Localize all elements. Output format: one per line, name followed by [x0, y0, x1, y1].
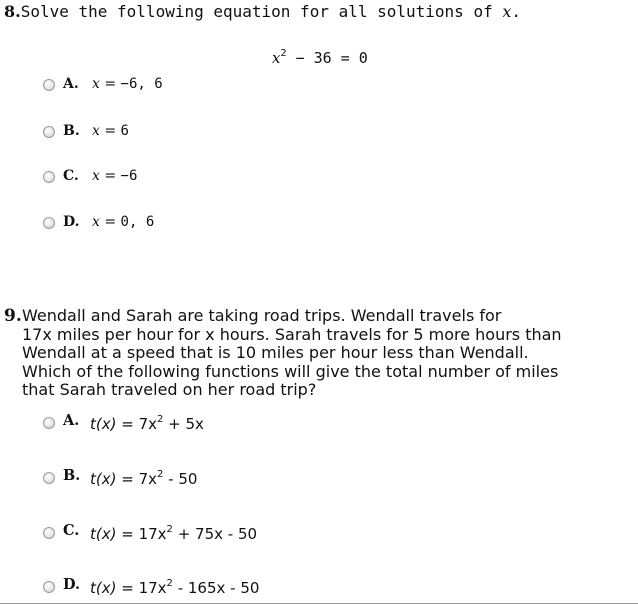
choice-d[interactable]: [0, 212, 600, 234]
question-number: 8.: [4, 2, 21, 21]
choice-letter: D.: [63, 214, 80, 230]
choice-letter: D.: [63, 576, 81, 593]
choice-b[interactable]: [0, 467, 600, 489]
choice-exponent: 2: [166, 578, 173, 589]
choice-value: −6, 6: [120, 76, 163, 92]
radio-button[interactable]: [43, 171, 55, 183]
prompt-line: Wendall and Sarah are taking road trips. Wendall travels for: [22, 306, 502, 325]
choice-text: [90, 578, 259, 597]
choice-letter: C.: [63, 168, 79, 184]
choice-expr-post: + 5x: [163, 415, 204, 433]
prompt-text: Solve the following equation for all solutions of: [20, 2, 493, 21]
choice-equals: =: [99, 123, 121, 139]
radio-button[interactable]: [43, 527, 55, 539]
choice-variable: x: [92, 168, 100, 184]
choice-expr-post: - 165x - 50: [172, 579, 260, 597]
choice-a[interactable]: [0, 74, 600, 96]
prompt-variable: x: [502, 2, 512, 21]
choice-b[interactable]: [0, 121, 600, 143]
equation-exponent: 2: [280, 48, 287, 59]
choice-value: 6: [120, 123, 129, 139]
choice-value: 0, 6: [120, 214, 155, 230]
choice-c[interactable]: [0, 522, 600, 544]
choice-c[interactable]: [0, 166, 600, 188]
choice-text: [92, 168, 137, 184]
function-name: t(x): [90, 470, 117, 488]
equation: [272, 48, 368, 67]
equation-rest: − 36 = 0: [286, 49, 368, 67]
radio-button[interactable]: [43, 217, 55, 229]
choice-expr-pre: = 17x: [116, 579, 167, 597]
choice-variable: x: [92, 76, 100, 92]
equation-variable: x: [272, 49, 281, 67]
choice-equals: =: [99, 76, 121, 92]
bottom-divider: [0, 603, 638, 604]
choice-expr-pre: = 7x: [116, 415, 157, 433]
choice-exponent: 2: [166, 524, 173, 535]
radio-button[interactable]: [43, 472, 55, 484]
choice-text: [90, 414, 204, 433]
choice-variable: x: [92, 214, 100, 230]
prompt-line: that Sarah traveled on her road trip?: [22, 380, 317, 399]
radio-button[interactable]: [43, 79, 55, 91]
choice-letter: B.: [63, 467, 81, 484]
choice-letter: A.: [63, 412, 80, 429]
radio-button[interactable]: [43, 417, 55, 429]
choice-expr-pre: = 17x: [116, 525, 167, 543]
choice-d[interactable]: [0, 576, 600, 598]
radio-button[interactable]: [43, 126, 55, 138]
choice-exponent: 2: [157, 469, 164, 480]
choice-exponent: 2: [157, 414, 164, 425]
choice-text: [90, 524, 257, 543]
question-number: 9.: [4, 306, 22, 326]
choice-letter: A.: [63, 76, 79, 92]
choice-expr-pre: = 7x: [116, 470, 157, 488]
choice-a[interactable]: [0, 412, 600, 434]
choice-expr-post: + 75x - 50: [172, 525, 258, 543]
function-name: t(x): [90, 579, 117, 597]
choice-letter: C.: [63, 522, 80, 539]
prompt-period: .: [511, 2, 522, 21]
question-9-prompt: [22, 307, 622, 400]
choice-equals: =: [99, 168, 121, 184]
prompt-line: Wendall at a speed that is 10 miles per hour less than Wendall.: [22, 343, 529, 362]
function-name: t(x): [90, 525, 117, 543]
choice-text: [92, 214, 154, 230]
choice-expr-post: - 50: [163, 470, 198, 488]
choice-letter: B.: [63, 123, 80, 139]
choice-text: [90, 469, 197, 488]
question-8-prompt: [4, 2, 521, 21]
function-name: t(x): [90, 415, 117, 433]
radio-button[interactable]: [43, 581, 55, 593]
choice-variable: x: [92, 123, 100, 139]
prompt-line: Which of the following functions will give the total number of miles: [22, 361, 559, 381]
choice-value: −6: [120, 168, 138, 184]
choice-text: [92, 123, 129, 139]
choice-equals: =: [99, 214, 121, 230]
choice-text: [92, 76, 163, 92]
prompt-line: 17x miles per hour for x hours. Sarah travels for 5 more hours than: [22, 324, 562, 344]
